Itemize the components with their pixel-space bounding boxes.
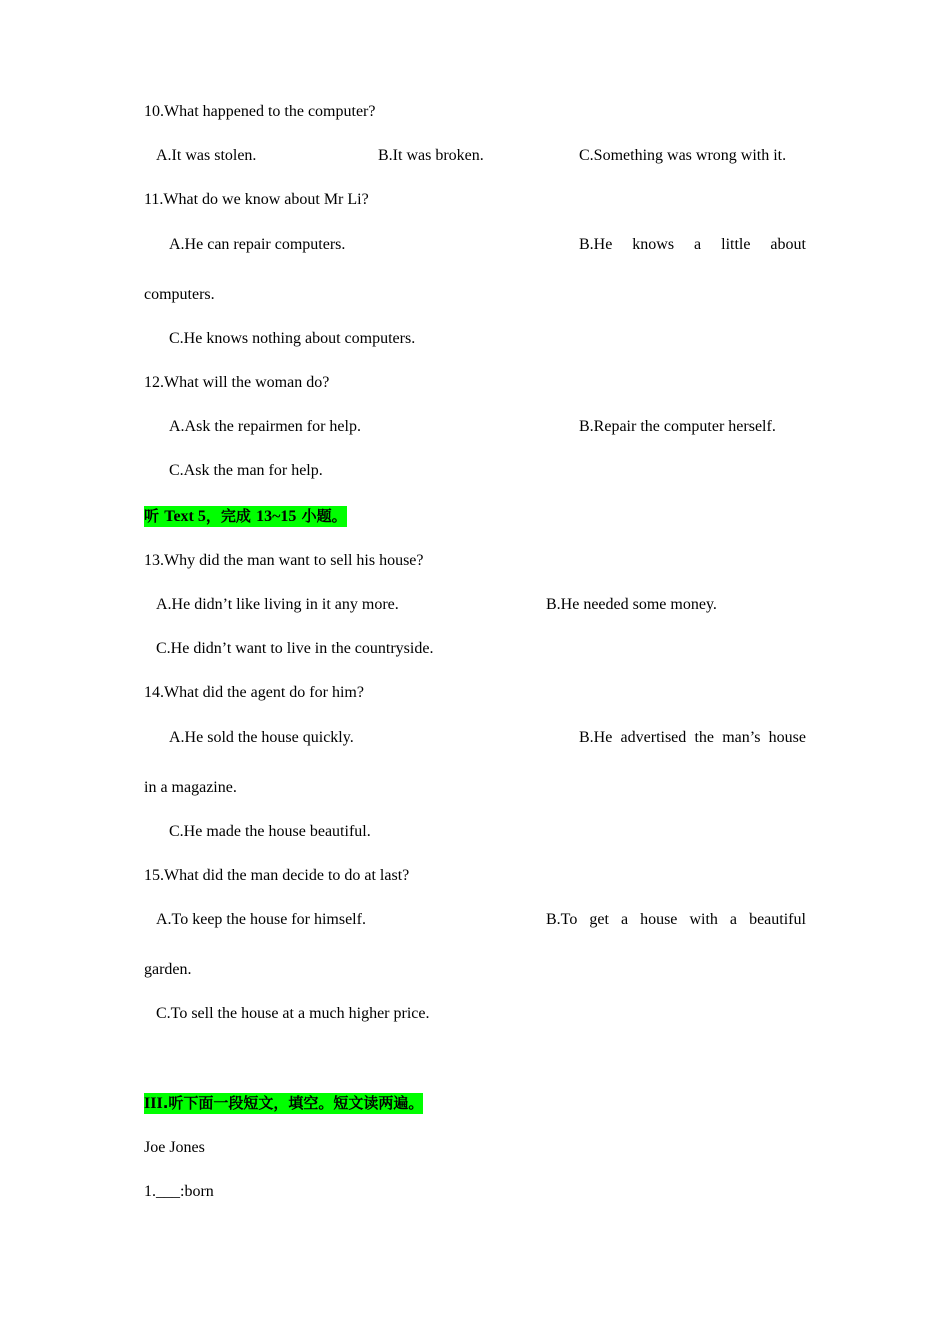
word: B.He <box>579 729 613 746</box>
word: about <box>770 236 806 253</box>
question-15-option-b <box>546 910 806 930</box>
word: little <box>721 236 751 253</box>
word: a <box>729 911 738 928</box>
question-12-option-a: A.Ask the repairmen for help. <box>169 418 361 435</box>
question-13-option-b: B.He needed some money. <box>546 596 717 613</box>
question-10-stem: 10.What happened to the computer? <box>144 103 376 120</box>
question-10-option-b: B.It was broken. <box>378 147 484 164</box>
question-11-option-a: A.He can repair computers. <box>169 236 346 253</box>
word: advertised <box>620 729 687 746</box>
heading-part: .听下面一段短文，填空。短文读两遍。 <box>162 1094 424 1112</box>
question-12-stem: 12.What will the woman do? <box>144 374 330 391</box>
question-12-option-b: B.Repair the computer herself. <box>579 418 776 435</box>
question-11-option-c: C.He knows nothing about computers. <box>169 330 416 347</box>
section-iii-heading <box>144 1093 423 1114</box>
question-13-stem: 13.Why did the man want to sell his house? <box>144 552 424 569</box>
question-14-stem: 14.What did the agent do for him? <box>144 684 364 701</box>
heading-part: Text 5 <box>164 508 206 525</box>
heading-part: ，完成 <box>205 507 257 525</box>
question-10-option-a: A.It was stolen. <box>156 147 257 164</box>
passage-title: Joe Jones <box>144 1139 205 1156</box>
word: get <box>589 911 609 928</box>
question-11-option-b <box>579 235 806 255</box>
question-13-option-a: A.He didn’t like living in it any more. <box>156 596 399 613</box>
word: beautiful <box>749 911 806 928</box>
section-text5-heading <box>144 506 347 527</box>
heading-part: 小题。 <box>296 507 347 525</box>
question-15-option-c: C.To sell the house at a much higher price. <box>156 1005 430 1022</box>
word: B.He <box>579 236 613 253</box>
word: house <box>640 911 678 928</box>
question-11-stem: 11.What do we know about Mr Li? <box>144 191 369 208</box>
question-12-option-c: C.Ask the man for help. <box>169 462 323 479</box>
question-13-option-c: C.He didn’t want to live in the countryside. <box>156 640 434 657</box>
word: man’s <box>722 729 761 746</box>
question-15-option-b-continued: garden. <box>144 961 192 978</box>
question-15-option-a: A.To keep the house for himself. <box>156 911 366 928</box>
word: with <box>689 911 718 928</box>
heading-part: III <box>144 1095 163 1112</box>
word: a <box>694 236 702 253</box>
question-14-option-c: C.He made the house beautiful. <box>169 823 371 840</box>
word: the <box>694 729 715 746</box>
heading-part: 13~15 <box>256 508 297 525</box>
question-15-stem: 15.What did the man decide to do at last? <box>144 867 410 884</box>
question-14-option-a: A.He sold the house quickly. <box>169 729 354 746</box>
question-11-option-b-continued: computers. <box>144 286 215 303</box>
word: house <box>768 729 806 746</box>
word: B.To <box>546 911 578 928</box>
fill-blank-1: 1.___:born <box>144 1183 214 1200</box>
question-10-option-c: C.Something was wrong with it. <box>579 147 787 164</box>
heading-part: 听 <box>144 507 165 525</box>
word: a <box>620 911 629 928</box>
word: knows <box>632 236 675 253</box>
question-14-option-b-continued: in a magazine. <box>144 779 237 796</box>
question-14-option-b <box>579 728 806 748</box>
